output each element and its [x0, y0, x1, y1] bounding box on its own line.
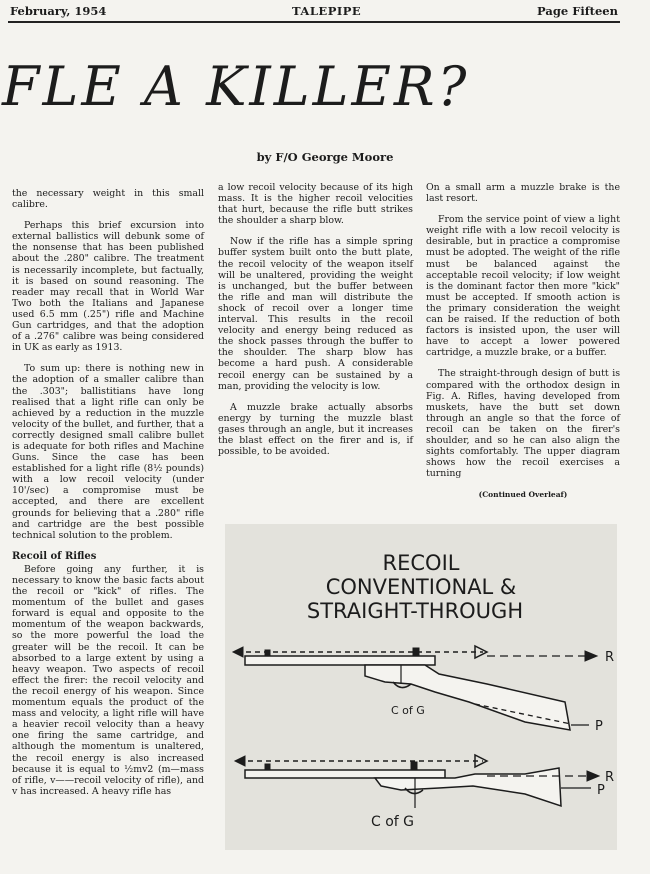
fore-sight	[265, 650, 270, 656]
label-cg-lower: C of G	[371, 814, 415, 830]
fore-sight	[265, 764, 270, 770]
column-3	[426, 182, 620, 500]
header-rule	[8, 21, 620, 23]
label-r-upper: R	[605, 650, 615, 665]
rifle-barrel	[245, 656, 435, 665]
rear-sight	[413, 648, 419, 656]
byline: by F/O George Moore	[256, 150, 394, 164]
page-number: Page Fifteen	[537, 4, 618, 18]
diagram-title-line2: CONVENTIONAL &	[325, 575, 517, 599]
paragraph: Before going any further, it is necessary to know the basic facts about the recoil or "kick" of rifles. The momentum of the bullet and gases forward is equal and opposite to the momentum of the weapon backwards, so the more powerful the load the greater will be the recoil. It can be absorbed to a large extent by using a heavy weapon. Two aspects of recoil effect the firer: the recoil velocity and the recoil energy of his weapon. Since momentum equals the product of the mass and velocity, a light rifle will have a heavier recoil velocity than a heavy one firing the same cartridge, and although the momentum is unaltered, the recoil energy is also increased because it is equal to ½mv2 (m—mass of rifle, v——recoil velocity of rifle), and v has increased. A heavy rifle has	[12, 563, 204, 797]
publication-name: TALEPIPE	[292, 4, 362, 18]
diagram-title-line1: RECOIL	[382, 551, 460, 575]
diagram-title-line3: STRAIGHT-THROUGH	[306, 599, 524, 623]
paragraph: On a small arm a muzzle brake is the last resort.	[426, 182, 620, 205]
label-p-lower: P	[597, 783, 605, 798]
column-1	[12, 188, 204, 807]
paragraph: The straight-through design of butt is compared with the orthodox design in Fig. A. Rifles, having developed from muskets, have the butt set down through an angle so that the force of recoil can be taken on the firer's shoulder, and so he can also align the sights comfortably. The upper diagram shows how the recoil exercises a turning	[426, 368, 620, 480]
recoil-diagram	[225, 524, 617, 850]
column-2	[218, 182, 413, 467]
section-heading: Recoil of Rifles	[12, 550, 97, 562]
continued-note: (Continued Overleaf)	[478, 490, 568, 500]
article-title: FLE A KILLER?	[2, 55, 470, 118]
label-r-lower: R	[605, 770, 615, 785]
paragraph: Now if the rifle has a simple spring buffer system built onto the butt plate, the recoil velocity of the weapon itself will be unaltered, providing the weight is unchanged, but the buffer between the rifle and man will distribute the shock of recoil over a longer time interval. This results in the recoil velocity and energy being reduced as the shock passes through the buffer to the shoulder. The sharp blow has become a hard push. A considerable recoil energy can be sustained by a man, providing the velocity is low.	[218, 236, 413, 392]
rifle-barrel	[245, 770, 445, 778]
page-header	[10, 4, 618, 20]
label-p-upper: P	[595, 719, 603, 734]
issue-date: February, 1954	[10, 4, 107, 18]
paragraph: A muzzle brake actually absorbs energy by turning the muzzle blast gases through an angle, but it increases the blast effect on the firer and is, if possible, to be avoided.	[218, 401, 413, 458]
paragraph: From the service point of view a light weight rifle with a low recoil velocity is desirable, but in practice a compromise must be adopted. The weight of the rifle must be balanced against the acceptable recoil velocity; if low weight is the dominant factor then more "kick" must be accepted. If smooth action is the primary consideration the weight can be raised. If the reduction of both factors is insisted upon, the user will have to accept a lower powered cartridge, a muzzle brake, or a buffer.	[426, 214, 620, 359]
rear-sight	[411, 762, 417, 770]
paragraph: To sum up: there is nothing new in the adoption of a smaller calibre than the .303"; ballistitians have long realised that a light rifle can only be achieved by a reduction in the muzzle velocity of the bullet, and further, that a correctly designed small calibre bullet is adequate for both rifles and Machine Guns. Since the case has been established for a light rifle (8½ pounds) with a low recoil velocity (under 10'/sec) a compromise must be accepted, and there are excellent grounds for believing that a .280" rifle and cartridge are the best possible technical solution to the problem.	[12, 363, 204, 541]
label-cg-upper: C of G	[391, 704, 425, 717]
paragraph: Perhaps this brief excursion into external ballistics will debunk some of the nonsense that has been published about the .280" calibre. The treatment is necessarily incomplete, but factually, it is based on sound reasoning. The reader may recall that in World War Two both the Italians and Japanese used 6.5 mm (.25") rifle and Machine Gun cartridges, and that the adoption of a .276" calibre was being considered in UK as early as 1913.	[12, 220, 204, 354]
paragraph: a low recoil velocity because of its high mass. It is the higher recoil velocities that hurt, because the rifle butt strikes the shoulder a sharp blow.	[218, 182, 413, 227]
paragraph: the necessary weight in this small calibre.	[12, 188, 204, 211]
